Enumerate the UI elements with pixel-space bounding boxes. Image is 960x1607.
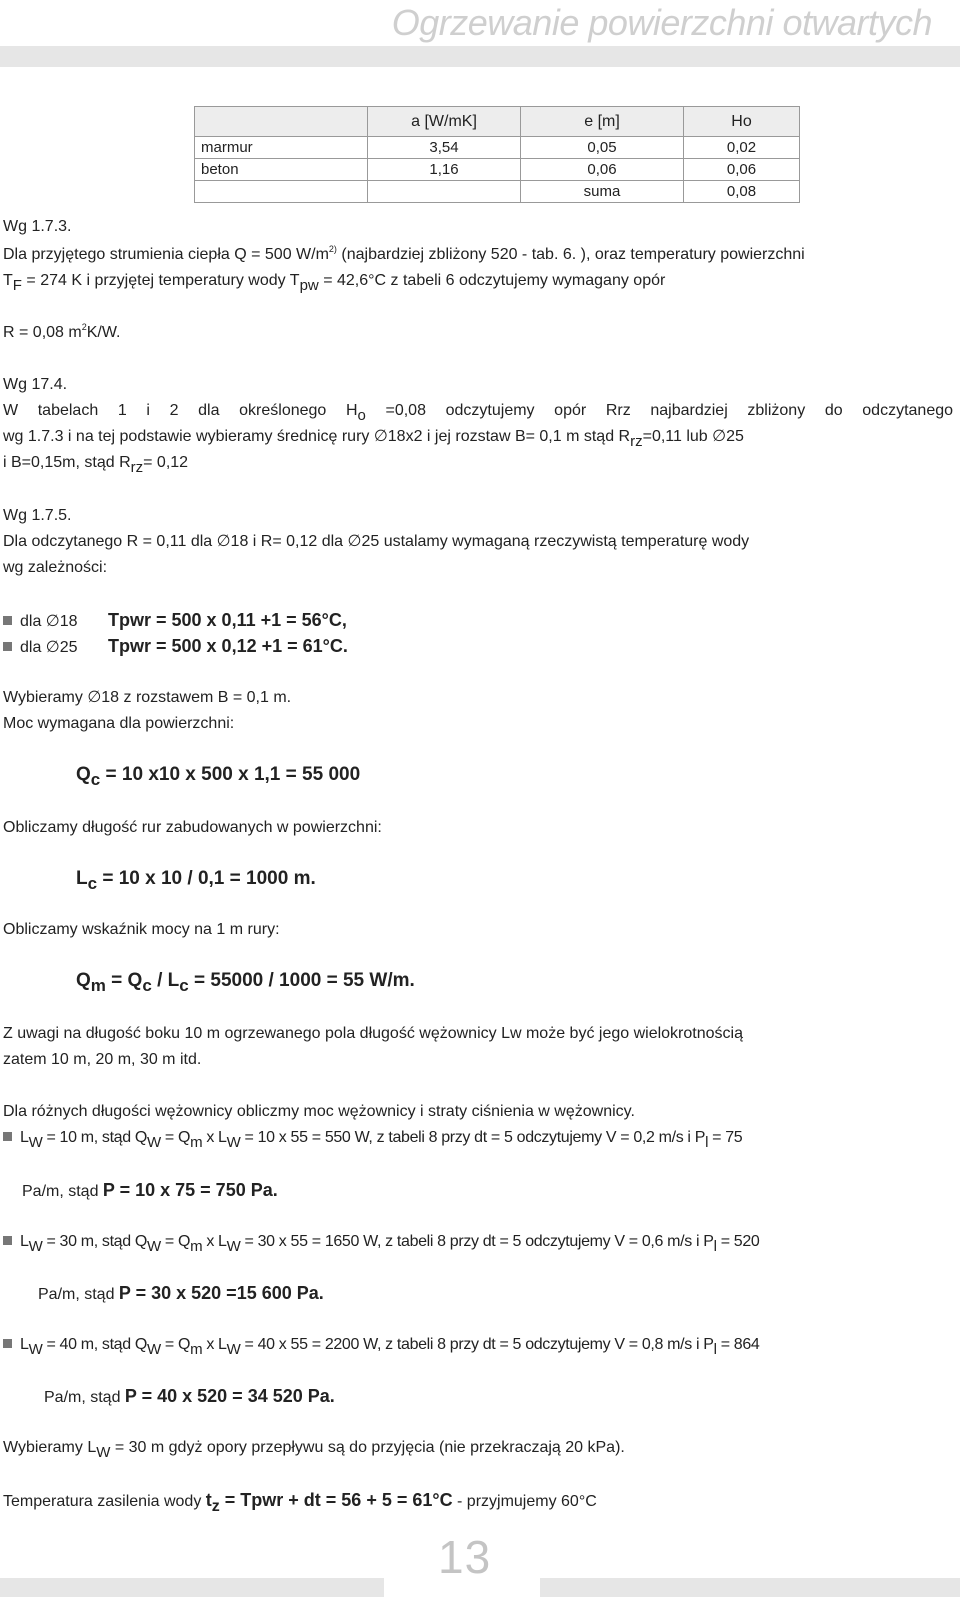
subscript: o	[357, 407, 366, 424]
subscript: rz	[630, 433, 643, 450]
subscript: c	[142, 976, 152, 995]
bullet-item	[3, 1125, 742, 1151]
table-cell: 0,06	[521, 159, 684, 181]
text: = 40 x 55 = 2200 W, z tabeli 8 przy dt = 5 odczytujemy V = 0,8 m/s i P	[240, 1336, 714, 1353]
formula: Tpwr = 500 x 0,12 +1 = 61°C.	[108, 636, 348, 656]
text: =0,11 lub ∅25	[642, 428, 744, 445]
text: = 30 m gdyż opory przepływu są do przyjęcia (nie przekraczają 20 kPa).	[110, 1439, 625, 1456]
formula: t	[205, 1490, 212, 1510]
table-cell: suma	[521, 181, 684, 203]
table-row	[195, 137, 800, 159]
text: L	[20, 1336, 29, 1353]
text: = Q	[160, 1233, 191, 1250]
table-header-cell: Ho	[684, 107, 800, 137]
text: = 40 m, stąd Q	[42, 1336, 147, 1353]
text: Pa/m, stąd	[38, 1286, 119, 1303]
paragraph-line	[3, 398, 953, 424]
bullet-item	[3, 633, 348, 661]
text: = 10 m, stąd Q	[42, 1129, 147, 1146]
paragraph-line: Z uwagi na długość boku 10 m ogrzewanego pola długość wężownicy Lw może być jego wielokrotnością	[3, 1025, 743, 1042]
bullet-icon	[3, 1339, 12, 1348]
formula-lc	[76, 866, 316, 892]
text: = Q	[160, 1336, 191, 1353]
subscript: W	[226, 1134, 241, 1151]
subscript: m	[190, 1134, 203, 1151]
subscript: m	[90, 976, 106, 995]
formula: = Tpwr + dt = 56 + 5 = 61°C	[219, 1490, 453, 1510]
text: = 30 x 55 = 1650 W, z tabeli 8 przy dt = 5 odczytujemy V = 0,6 m/s i P	[240, 1233, 714, 1250]
text: =0,08 odczytujemy opór Rrz najbardziej zbliżony do odczytanego	[365, 402, 954, 419]
superscript: 2	[81, 322, 87, 332]
paragraph-line: zatem 10 m, 20 m, 30 m itd.	[3, 1051, 202, 1068]
text: (najbardziej zbliżony 520 - tab. 6. ), oraz temperatury powierzchni	[336, 246, 805, 263]
formula: P = 30 x 520 =15 600 Pa.	[118, 1283, 324, 1303]
formula: Tpwr = 500 x 0,11 +1 = 56°C,	[108, 610, 347, 630]
subscript: W	[28, 1134, 43, 1151]
section-heading: Wg 1.7.3.	[3, 218, 72, 235]
subscript: z	[211, 1498, 220, 1515]
table-cell: 0,06	[684, 159, 800, 181]
text: L	[20, 1129, 29, 1146]
subscript: W	[28, 1341, 43, 1358]
text: Dla przyjętego strumienia ciepła Q = 500 W/m	[3, 246, 329, 263]
subscript: W	[226, 1341, 241, 1358]
section-heading: Wg 17.4.	[3, 376, 68, 393]
text: = 520	[716, 1233, 760, 1250]
text: x L	[202, 1336, 227, 1353]
text: K/W.	[86, 324, 121, 341]
table-cell	[195, 181, 368, 203]
text: Wybieramy L	[3, 1439, 97, 1456]
paragraph-line	[44, 1383, 335, 1411]
subscript: m	[190, 1238, 203, 1255]
subscript: c	[90, 770, 101, 789]
table-row	[195, 181, 800, 203]
table-row	[195, 159, 800, 181]
text: x L	[202, 1233, 227, 1250]
table-header-cell: a [W/mK]	[368, 107, 521, 137]
bullet-item	[3, 1229, 759, 1255]
formula-qm	[76, 968, 415, 994]
paragraph-line	[22, 1177, 278, 1205]
text: L	[20, 1233, 29, 1250]
text: R = 0,08 m	[3, 324, 82, 341]
text: = 75	[708, 1129, 743, 1146]
subscript: W	[96, 1444, 111, 1461]
text: Q	[76, 970, 91, 991]
text: = 10 x 55 = 550 W, z tabeli 8 przy dt = 5 odczytujemy V = 0,2 m/s i P	[240, 1129, 706, 1146]
bullet-icon	[3, 1132, 12, 1141]
table-cell: 0,08	[684, 181, 800, 203]
text: i B=0,15m, stąd R	[3, 454, 131, 471]
paragraph-line	[3, 1435, 625, 1461]
paragraph-line	[38, 1280, 324, 1308]
paragraph-line	[3, 320, 121, 346]
paragraph-line: Dla różnych długości wężownicy obliczmy moc wężownicy i straty ciśnienia w wężownicy.	[3, 1103, 635, 1120]
subscript: c	[179, 976, 189, 995]
text: = 42,6°C z tabeli 6 odczytujemy wymagany opór	[318, 272, 666, 289]
paragraph-line: wg zależności:	[3, 559, 108, 576]
text: = 0,12	[143, 454, 189, 471]
text: = 274 K i przyjętej temperatury wody T	[21, 272, 300, 289]
table-cell: beton	[195, 159, 368, 181]
table-cell	[368, 181, 521, 203]
text: dla ∅25	[20, 639, 78, 656]
table-cell: 0,02	[684, 137, 800, 159]
table-cell: 1,16	[368, 159, 521, 181]
bullet-icon	[3, 1236, 12, 1245]
text: T	[3, 272, 13, 289]
text: = 30 m, stąd Q	[42, 1233, 147, 1250]
text: - przyjmujemy 60°C	[452, 1493, 597, 1510]
text: Pa/m, stąd	[22, 1183, 103, 1200]
formula: P = 10 x 75 = 750 Pa.	[102, 1180, 278, 1200]
subscript: l	[713, 1341, 717, 1358]
paragraph-line	[3, 268, 665, 294]
footer-bar	[0, 1578, 384, 1597]
table-header-cell: e [m]	[521, 107, 684, 137]
table-cell: 3,54	[368, 137, 521, 159]
page-number: 13	[438, 1531, 492, 1583]
text: wg 1.7.3 i na tej podstawie wybieramy średnicę rury ∅18x2 i jej rozstaw B= 0,1 m stąd R	[3, 428, 631, 445]
text: = Q	[105, 970, 143, 991]
paragraph-line	[3, 1487, 597, 1515]
text: Temperatura zasilenia wody	[3, 1493, 206, 1510]
subscript: pw	[299, 277, 319, 294]
paragraph-line: Obliczamy wskaźnik mocy na 1 m rury:	[3, 921, 280, 938]
bullet-icon	[3, 642, 12, 651]
table-cell: marmur	[195, 137, 368, 159]
text: = 10 x10 x 500 x 1,1 = 55 000	[100, 764, 361, 785]
footer-bar	[540, 1578, 960, 1597]
table-header-row	[195, 107, 800, 137]
subscript: m	[190, 1341, 203, 1358]
paragraph-line	[3, 450, 188, 476]
subscript: F	[12, 277, 22, 294]
paragraph-line: Moc wymagana dla powierzchni:	[3, 715, 235, 732]
paragraph-line: Wybieramy ∅18 z rozstawem B = 0,1 m.	[3, 689, 292, 706]
section-heading: Wg 1.7.5.	[3, 507, 72, 524]
text: = 55000 / 1000 = 55 W/m.	[188, 970, 415, 991]
subscript: W	[146, 1341, 161, 1358]
material-table	[194, 106, 800, 203]
text: Q	[76, 764, 91, 785]
paragraph-line	[3, 242, 805, 268]
paragraph-line	[3, 424, 744, 450]
superscript: 2)	[328, 244, 337, 254]
bullet-icon	[3, 616, 12, 625]
text: = 10 x 10 / 0,1 = 1000 m.	[97, 868, 316, 889]
text: Pa/m, stąd	[44, 1389, 125, 1406]
subscript: c	[87, 874, 98, 893]
text: = Q	[160, 1129, 191, 1146]
subscript: W	[226, 1238, 241, 1255]
paragraph-line: Dla odczytanego R = 0,11 dla ∅18 i R= 0,12 dla ∅25 ustalamy wymaganą rzeczywistą temperaturę wody	[3, 533, 750, 550]
subscript: l	[705, 1134, 709, 1151]
subscript: W	[28, 1238, 43, 1255]
text: W tabelach 1 i 2 dla określonego H	[3, 402, 358, 419]
subscript: W	[146, 1238, 161, 1255]
subscript: W	[146, 1134, 161, 1151]
text: dla ∅18	[20, 613, 78, 630]
text: = 864	[716, 1336, 760, 1353]
paragraph-line: Obliczamy długość rur zabudowanych w powierzchni:	[3, 819, 382, 836]
bullet-item	[3, 1332, 759, 1358]
formula: P = 40 x 520 = 34 520 Pa.	[124, 1386, 335, 1406]
table-header-cell	[195, 107, 368, 137]
subscript: rz	[130, 459, 144, 476]
formula-qc	[76, 762, 360, 788]
text: / L	[151, 970, 180, 991]
header-bar	[0, 46, 960, 67]
page-header-title: Ogrzewanie powierzchni otwartych	[391, 2, 932, 43]
bullet-item	[3, 607, 347, 635]
table-cell: 0,05	[521, 137, 684, 159]
subscript: l	[713, 1238, 717, 1255]
text: x L	[202, 1129, 227, 1146]
text: L	[76, 868, 88, 889]
